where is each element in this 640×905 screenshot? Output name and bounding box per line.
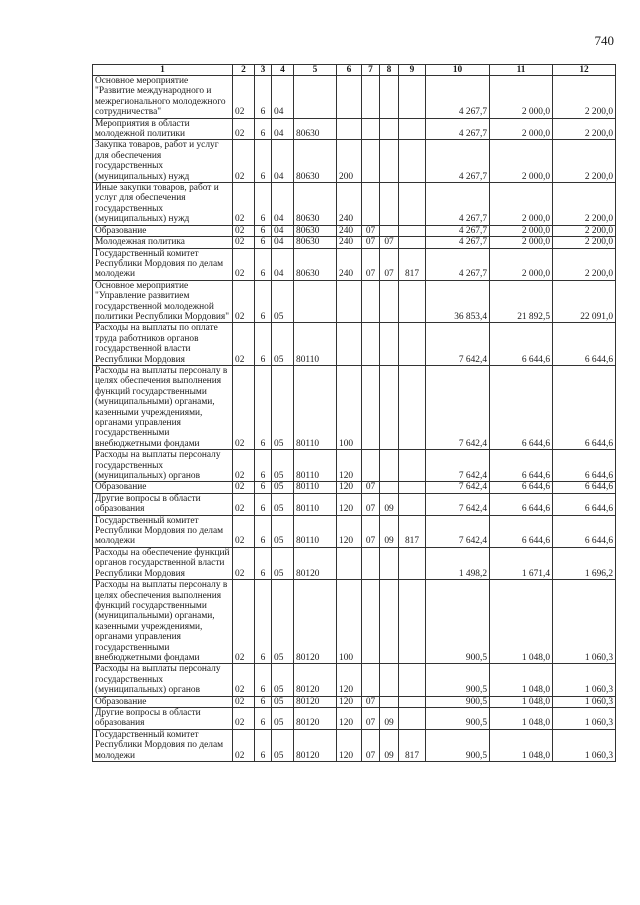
- code-cell: 05: [272, 664, 294, 696]
- amount-cell: 6 644,6: [553, 365, 616, 449]
- code-cell: 02: [233, 248, 255, 280]
- code-cell: 07: [380, 248, 399, 280]
- code-cell: 80120: [294, 547, 337, 579]
- code-cell: [399, 664, 426, 696]
- code-cell: 6: [255, 450, 272, 482]
- amount-cell: 2 200,0: [553, 76, 616, 119]
- amount-cell: 1 060,3: [553, 729, 616, 761]
- code-cell: 04: [272, 225, 294, 236]
- amount-cell: 2 000,0: [490, 118, 553, 140]
- row-name-cell: Образование: [93, 482, 233, 493]
- code-cell: 80110: [294, 323, 337, 366]
- table-row: [93, 140, 616, 183]
- code-cell: 6: [255, 707, 272, 729]
- table-row: [93, 580, 616, 664]
- table-row: [93, 547, 616, 579]
- code-cell: 6: [255, 696, 272, 707]
- code-cell: 02: [233, 225, 255, 236]
- amount-cell: 6 644,6: [553, 515, 616, 547]
- code-cell: 07: [362, 237, 380, 248]
- code-cell: [380, 118, 399, 140]
- code-cell: [399, 696, 426, 707]
- budget-table: [92, 64, 616, 762]
- amount-cell: 6 644,6: [490, 450, 553, 482]
- amount-cell: 2 000,0: [490, 183, 553, 226]
- code-cell: 07: [362, 707, 380, 729]
- code-cell: 120: [337, 729, 362, 761]
- code-cell: [380, 140, 399, 183]
- code-cell: [399, 547, 426, 579]
- code-cell: 05: [272, 515, 294, 547]
- code-cell: 120: [337, 515, 362, 547]
- row-name-cell: Основное мероприятие "Управление развитием государственной молодежной политики Республики Мордовия": [93, 280, 233, 323]
- code-cell: 05: [272, 365, 294, 449]
- code-cell: [399, 76, 426, 119]
- code-cell: [380, 482, 399, 493]
- code-cell: 120: [337, 696, 362, 707]
- row-name-cell: Расходы на выплаты персоналу в целях обеспечения выполнения функций государственными (муниципальными) органами, казенными учреждениями, органами управления государственными внебюджетными фондами: [93, 365, 233, 449]
- code-cell: 04: [272, 140, 294, 183]
- row-name-cell: Образование: [93, 225, 233, 236]
- amount-cell: 2 000,0: [490, 225, 553, 236]
- amount-cell: 6 644,6: [490, 515, 553, 547]
- code-cell: [380, 225, 399, 236]
- code-cell: 240: [337, 237, 362, 248]
- code-cell: 120: [337, 707, 362, 729]
- code-cell: 05: [272, 493, 294, 515]
- code-cell: [380, 580, 399, 664]
- code-cell: 100: [337, 365, 362, 449]
- code-cell: [337, 323, 362, 366]
- header-cell: 5: [294, 65, 337, 76]
- code-cell: 05: [272, 482, 294, 493]
- code-cell: 02: [233, 76, 255, 119]
- amount-cell: 4 267,7: [426, 140, 490, 183]
- code-cell: 6: [255, 580, 272, 664]
- page-number: 740: [594, 33, 614, 48]
- row-name-cell: Расходы на выплаты персоналу государственных (муниципальных) органов: [93, 450, 233, 482]
- header-cell: 3: [255, 65, 272, 76]
- code-cell: [399, 118, 426, 140]
- code-cell: 120: [337, 450, 362, 482]
- code-cell: 02: [233, 482, 255, 493]
- code-cell: 02: [233, 183, 255, 226]
- code-cell: 07: [380, 237, 399, 248]
- code-cell: [362, 323, 380, 366]
- amount-cell: 6 644,6: [490, 482, 553, 493]
- amount-cell: 1 498,2: [426, 547, 490, 579]
- code-cell: 80120: [294, 580, 337, 664]
- code-cell: [362, 118, 380, 140]
- table-row: [93, 493, 616, 515]
- code-cell: [362, 140, 380, 183]
- code-cell: 07: [362, 515, 380, 547]
- row-name-cell: Молодежная политика: [93, 237, 233, 248]
- code-cell: 80630: [294, 248, 337, 280]
- amount-cell: 7 642,4: [426, 482, 490, 493]
- table-header-row: [93, 65, 616, 76]
- code-cell: [337, 547, 362, 579]
- code-cell: [380, 365, 399, 449]
- amount-cell: 1 671,4: [490, 547, 553, 579]
- amount-cell: 22 091,0: [553, 280, 616, 323]
- table-row: [93, 183, 616, 226]
- code-cell: [380, 664, 399, 696]
- code-cell: [399, 237, 426, 248]
- code-cell: 80120: [294, 696, 337, 707]
- code-cell: 6: [255, 183, 272, 226]
- code-cell: 04: [272, 76, 294, 119]
- code-cell: 6: [255, 248, 272, 280]
- code-cell: 04: [272, 118, 294, 140]
- code-cell: 09: [380, 729, 399, 761]
- header-cell: 1: [93, 65, 233, 76]
- code-cell: [399, 183, 426, 226]
- amount-cell: 2 000,0: [490, 237, 553, 248]
- code-cell: 07: [362, 482, 380, 493]
- code-cell: 6: [255, 482, 272, 493]
- amount-cell: 7 642,4: [426, 323, 490, 366]
- header-cell: 4: [272, 65, 294, 76]
- code-cell: [380, 280, 399, 323]
- code-cell: [399, 493, 426, 515]
- code-cell: 80120: [294, 664, 337, 696]
- amount-cell: 900,5: [426, 664, 490, 696]
- code-cell: [399, 140, 426, 183]
- table-row: [93, 76, 616, 119]
- code-cell: 04: [272, 248, 294, 280]
- row-name-cell: Мероприятия в области молодежной политики: [93, 118, 233, 140]
- row-name-cell: Расходы на выплаты по оплате труда работников органов государственной власти Республики Мордовия: [93, 323, 233, 366]
- amount-cell: 7 642,4: [426, 450, 490, 482]
- code-cell: 02: [233, 729, 255, 761]
- amount-cell: 1 060,3: [553, 664, 616, 696]
- amount-cell: 6 644,6: [553, 323, 616, 366]
- code-cell: 07: [362, 225, 380, 236]
- code-cell: 07: [362, 696, 380, 707]
- amount-cell: 1 048,0: [490, 696, 553, 707]
- code-cell: [362, 580, 380, 664]
- row-name-cell: Государственный комитет Республики Мордовия по делам молодежи: [93, 248, 233, 280]
- table-row: [93, 696, 616, 707]
- code-cell: [399, 580, 426, 664]
- code-cell: 80110: [294, 515, 337, 547]
- code-cell: 6: [255, 118, 272, 140]
- table-row: [93, 729, 616, 761]
- code-cell: 240: [337, 248, 362, 280]
- code-cell: 80630: [294, 237, 337, 248]
- code-cell: [337, 118, 362, 140]
- table-row: [93, 664, 616, 696]
- amount-cell: 900,5: [426, 707, 490, 729]
- amount-cell: 4 267,7: [426, 118, 490, 140]
- code-cell: 817: [399, 729, 426, 761]
- code-cell: 120: [337, 664, 362, 696]
- code-cell: 80630: [294, 140, 337, 183]
- amount-cell: 21 892,5: [490, 280, 553, 323]
- code-cell: 6: [255, 664, 272, 696]
- code-cell: [380, 183, 399, 226]
- code-cell: 07: [362, 493, 380, 515]
- code-cell: 80630: [294, 118, 337, 140]
- amount-cell: 1 048,0: [490, 664, 553, 696]
- header-cell: 11: [490, 65, 553, 76]
- row-name-cell: Государственный комитет Республики Мордовия по делам молодежи: [93, 729, 233, 761]
- header-cell: 10: [426, 65, 490, 76]
- code-cell: 05: [272, 547, 294, 579]
- code-cell: [399, 323, 426, 366]
- code-cell: 6: [255, 225, 272, 236]
- header-cell: 2: [233, 65, 255, 76]
- table-row: [93, 118, 616, 140]
- amount-cell: 2 200,0: [553, 183, 616, 226]
- code-cell: 02: [233, 664, 255, 696]
- code-cell: [294, 280, 337, 323]
- code-cell: [380, 696, 399, 707]
- code-cell: [399, 365, 426, 449]
- code-cell: 02: [233, 547, 255, 579]
- code-cell: 02: [233, 696, 255, 707]
- row-name-cell: Расходы на выплаты персоналу в целях обеспечения выполнения функций государственными (муниципальными) органами, казенными учреждениями, органами управления государственными внебюджетными фондами: [93, 580, 233, 664]
- amount-cell: 1 060,3: [553, 707, 616, 729]
- code-cell: 02: [233, 365, 255, 449]
- header-cell: 9: [399, 65, 426, 76]
- code-cell: 240: [337, 225, 362, 236]
- row-name-cell: Расходы на обеспечение функций органов государственной власти Республики Мордовия: [93, 547, 233, 579]
- code-cell: [380, 450, 399, 482]
- amount-cell: 7 642,4: [426, 515, 490, 547]
- code-cell: [380, 323, 399, 366]
- amount-cell: 2 000,0: [490, 76, 553, 119]
- table-row: [93, 450, 616, 482]
- amount-cell: 4 267,7: [426, 183, 490, 226]
- amount-cell: 1 060,3: [553, 580, 616, 664]
- amount-cell: 1 048,0: [490, 580, 553, 664]
- table-row: [93, 323, 616, 366]
- code-cell: 05: [272, 707, 294, 729]
- table-row: [93, 225, 616, 236]
- code-cell: [380, 547, 399, 579]
- amount-cell: 1 048,0: [490, 729, 553, 761]
- code-cell: 09: [380, 493, 399, 515]
- code-cell: 02: [233, 323, 255, 366]
- code-cell: [399, 280, 426, 323]
- code-cell: 04: [272, 237, 294, 248]
- table-row: [93, 280, 616, 323]
- code-cell: 6: [255, 140, 272, 183]
- amount-cell: 900,5: [426, 580, 490, 664]
- amount-cell: 2 000,0: [490, 248, 553, 280]
- code-cell: 6: [255, 280, 272, 323]
- code-cell: 05: [272, 729, 294, 761]
- code-cell: 02: [233, 493, 255, 515]
- amount-cell: 2 200,0: [553, 237, 616, 248]
- code-cell: 09: [380, 707, 399, 729]
- code-cell: 6: [255, 493, 272, 515]
- code-cell: [337, 76, 362, 119]
- code-cell: 05: [272, 450, 294, 482]
- amount-cell: 6 644,6: [490, 365, 553, 449]
- code-cell: 6: [255, 76, 272, 119]
- code-cell: 240: [337, 183, 362, 226]
- amount-cell: 6 644,6: [490, 323, 553, 366]
- table-row: [93, 237, 616, 248]
- code-cell: 02: [233, 237, 255, 248]
- table-row: [93, 365, 616, 449]
- code-cell: 6: [255, 237, 272, 248]
- code-cell: 6: [255, 323, 272, 366]
- code-cell: [362, 76, 380, 119]
- row-name-cell: Образование: [93, 696, 233, 707]
- code-cell: 07: [362, 248, 380, 280]
- table-row: [93, 707, 616, 729]
- code-cell: 80630: [294, 225, 337, 236]
- code-cell: 80110: [294, 493, 337, 515]
- code-cell: [399, 707, 426, 729]
- code-cell: 80630: [294, 183, 337, 226]
- header-cell: 12: [553, 65, 616, 76]
- row-name-cell: Закупка товаров, работ и услуг для обеспечения государственных (муниципальных) нужд: [93, 140, 233, 183]
- code-cell: 04: [272, 183, 294, 226]
- row-name-cell: Основное мероприятие "Развитие международного и межрегионального молодежного сотрудничества": [93, 76, 233, 119]
- code-cell: 100: [337, 580, 362, 664]
- amount-cell: 6 644,6: [553, 482, 616, 493]
- row-name-cell: Другие вопросы в области образования: [93, 493, 233, 515]
- code-cell: [362, 280, 380, 323]
- header-cell: 6: [337, 65, 362, 76]
- code-cell: 817: [399, 248, 426, 280]
- amount-cell: 2 200,0: [553, 225, 616, 236]
- code-cell: [362, 183, 380, 226]
- code-cell: 09: [380, 515, 399, 547]
- amount-cell: 4 267,7: [426, 237, 490, 248]
- row-name-cell: Расходы на выплаты персоналу государственных (муниципальных) органов: [93, 664, 233, 696]
- code-cell: [380, 76, 399, 119]
- code-cell: [399, 482, 426, 493]
- amount-cell: 6 644,6: [553, 493, 616, 515]
- table-row: [93, 248, 616, 280]
- code-cell: 07: [362, 729, 380, 761]
- amount-cell: 2 200,0: [553, 140, 616, 183]
- code-cell: [294, 76, 337, 119]
- amount-cell: 36 853,4: [426, 280, 490, 323]
- code-cell: [362, 547, 380, 579]
- code-cell: 80120: [294, 729, 337, 761]
- code-cell: 05: [272, 280, 294, 323]
- amount-cell: 6 644,6: [553, 450, 616, 482]
- row-name-cell: Государственный комитет Республики Мордовия по делам молодежи: [93, 515, 233, 547]
- amount-cell: 900,5: [426, 729, 490, 761]
- code-cell: [399, 225, 426, 236]
- code-cell: [399, 450, 426, 482]
- table-row: [93, 482, 616, 493]
- code-cell: 05: [272, 580, 294, 664]
- amount-cell: 1 696,2: [553, 547, 616, 579]
- code-cell: 05: [272, 696, 294, 707]
- code-cell: 6: [255, 365, 272, 449]
- code-cell: [362, 365, 380, 449]
- code-cell: 02: [233, 707, 255, 729]
- code-cell: 817: [399, 515, 426, 547]
- amount-cell: 2 000,0: [490, 140, 553, 183]
- header-cell: 7: [362, 65, 380, 76]
- code-cell: [362, 450, 380, 482]
- row-name-cell: Другие вопросы в области образования: [93, 707, 233, 729]
- row-name-cell: Иные закупки товаров, работ и услуг для обеспечения государственных (муниципальных) нужд: [93, 183, 233, 226]
- code-cell: 80110: [294, 482, 337, 493]
- amount-cell: 7 642,4: [426, 365, 490, 449]
- amount-cell: 2 200,0: [553, 248, 616, 280]
- code-cell: 80110: [294, 450, 337, 482]
- code-cell: 80110: [294, 365, 337, 449]
- code-cell: 05: [272, 323, 294, 366]
- code-cell: 02: [233, 118, 255, 140]
- code-cell: 02: [233, 580, 255, 664]
- code-cell: 6: [255, 729, 272, 761]
- code-cell: [337, 280, 362, 323]
- amount-cell: 900,5: [426, 696, 490, 707]
- amount-cell: 1 048,0: [490, 707, 553, 729]
- code-cell: 02: [233, 515, 255, 547]
- code-cell: 02: [233, 280, 255, 323]
- code-cell: 6: [255, 515, 272, 547]
- code-cell: 200: [337, 140, 362, 183]
- code-cell: 6: [255, 547, 272, 579]
- code-cell: [362, 664, 380, 696]
- amount-cell: 1 060,3: [553, 696, 616, 707]
- code-cell: 120: [337, 493, 362, 515]
- amount-cell: 7 642,4: [426, 493, 490, 515]
- code-cell: 120: [337, 482, 362, 493]
- header-cell: 8: [380, 65, 399, 76]
- amount-cell: 6 644,6: [490, 493, 553, 515]
- code-cell: 80120: [294, 707, 337, 729]
- code-cell: 02: [233, 140, 255, 183]
- table-row: [93, 515, 616, 547]
- amount-cell: 4 267,7: [426, 76, 490, 119]
- code-cell: 02: [233, 450, 255, 482]
- amount-cell: 4 267,7: [426, 225, 490, 236]
- amount-cell: 4 267,7: [426, 248, 490, 280]
- amount-cell: 2 200,0: [553, 118, 616, 140]
